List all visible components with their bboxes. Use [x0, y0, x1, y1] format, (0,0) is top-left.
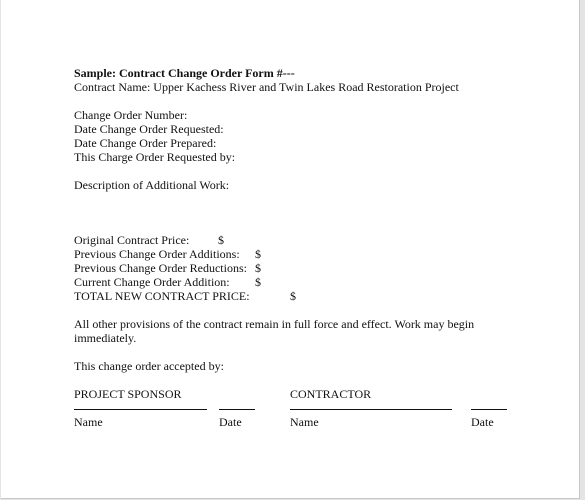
signature-headers: [74, 387, 544, 401]
contractor-header: CONTRACTOR: [290, 387, 372, 401]
price-row-total: [74, 289, 544, 303]
spacer: [74, 164, 544, 178]
sponsor-name-label: Name: [74, 415, 103, 429]
dollar-symbol: $: [255, 261, 261, 275]
price-label: Original Contract Price:: [74, 233, 190, 247]
price-label: Previous Change Order Reductions:: [74, 261, 247, 275]
contract-name: Contract Name: Upper Kachess River and Twin Lakes Road Restoration Project: [74, 80, 459, 94]
form-title: Sample: Contract Change Order Form #---: [74, 66, 295, 80]
spacer: [74, 192, 544, 233]
dollar-symbol: $: [218, 233, 224, 247]
price-label: TOTAL NEW CONTRACT PRICE:: [74, 289, 250, 303]
provisions-text: All other provisions of the contract remain in full force and effect. Work may begin immediately.: [74, 317, 475, 345]
spacer: [74, 373, 544, 387]
price-row-original: [74, 233, 544, 247]
accepted-by-label: This change order accepted by:: [74, 359, 224, 373]
dollar-symbol: $: [255, 247, 261, 261]
contractor-date-label: Date: [471, 415, 494, 429]
signature-labels: [74, 415, 544, 429]
spacer: [74, 303, 544, 317]
dollar-symbol: $: [290, 289, 296, 303]
price-row-previous-reductions: [74, 261, 544, 275]
document-page: [1, 0, 580, 499]
field-requested-by: This Charge Order Requested by:: [74, 150, 236, 164]
price-row-previous-additions: [74, 247, 544, 261]
field-change-order-number: Change Order Number:: [74, 108, 188, 122]
signature-lines: [74, 401, 544, 415]
field-date-requested: Date Change Order Requested:: [74, 122, 224, 136]
price-label: Current Change Order Addition:: [74, 275, 230, 289]
sponsor-date-label: Date: [219, 415, 242, 429]
contractor-name-label: Name: [290, 415, 319, 429]
change-order-form: [74, 66, 544, 429]
price-label: Previous Change Order Additions:: [74, 247, 240, 261]
sponsor-name-line: [74, 409, 207, 410]
contractor-name-line: [290, 409, 452, 410]
contractor-date-line: [471, 409, 507, 410]
sponsor-date-line: [219, 409, 255, 410]
price-row-current-addition: [74, 275, 544, 289]
spacer: [74, 94, 544, 108]
field-date-prepared: Date Change Order Prepared:: [74, 136, 217, 150]
project-sponsor-header: PROJECT SPONSOR: [74, 387, 182, 401]
description-label: Description of Additional Work:: [74, 178, 230, 192]
dollar-symbol: $: [255, 275, 261, 289]
spacer: [74, 345, 544, 359]
